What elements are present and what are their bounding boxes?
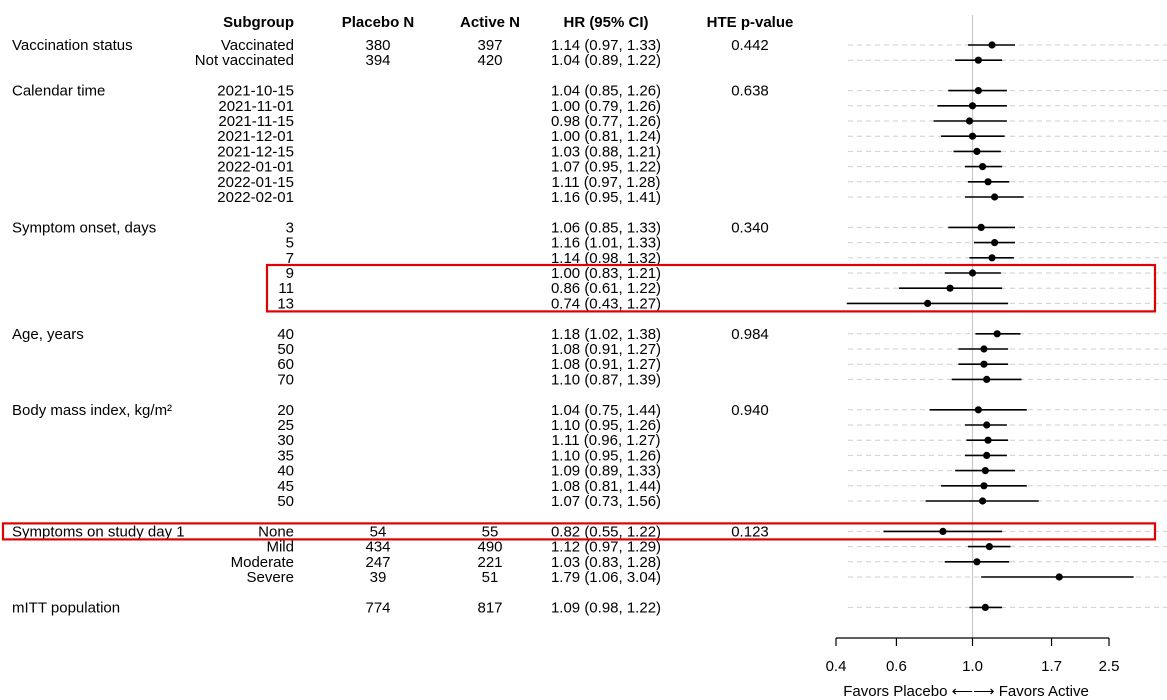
hr-ci-text: 1.06 (0.85, 1.33) — [550, 219, 662, 237]
placebo-n: 247 — [365, 553, 391, 571]
subgroup-category-label: Vaccination status — [12, 37, 133, 54]
row-label: 2022-01-15 — [217, 173, 294, 191]
x-axis — [826, 638, 1120, 675]
x-tick-label: 2.5 — [1098, 658, 1120, 675]
subgroup-category-label: mITT population — [12, 599, 121, 617]
hr-point — [975, 87, 982, 94]
active-n: 817 — [477, 599, 503, 617]
hr-point — [982, 467, 989, 474]
row-label: 2022-01-01 — [217, 158, 294, 176]
subgroup-block — [12, 37, 1015, 69]
x-tick-label: 0.4 — [825, 658, 847, 675]
placebo-n: 54 — [369, 523, 387, 541]
hr-ci-text: 1.11 (0.97, 1.28) — [551, 173, 661, 191]
hr-point — [939, 528, 946, 535]
header-active-n: Active N — [459, 14, 521, 31]
placebo-n: 434 — [365, 538, 391, 556]
header-subgroup: Subgroup — [223, 14, 294, 31]
hr-point — [983, 376, 990, 383]
row-label: Moderate — [230, 553, 294, 571]
hte-p-value: 0.940 — [731, 401, 769, 419]
hr-point — [969, 269, 976, 276]
subgroup-category-label: Calendar time — [12, 82, 106, 100]
hr-ci-text: 1.04 (0.89, 1.22) — [550, 52, 662, 70]
forest-row — [277, 371, 1021, 388]
hr-ci-text: 1.00 (0.81, 1.24) — [550, 128, 662, 146]
hr-point — [924, 300, 931, 307]
hr-ci-text: 1.07 (0.73, 1.56) — [550, 493, 662, 510]
hr-ci-text: 1.00 (0.83, 1.21) — [550, 265, 662, 282]
hr-point — [973, 148, 980, 155]
hr-ci-text: 1.03 (0.88, 1.21) — [550, 143, 662, 161]
hr-point — [988, 254, 995, 261]
active-n: 221 — [477, 553, 503, 571]
hr-point — [1056, 573, 1063, 580]
hr-ci-text: 1.04 (0.85, 1.26) — [550, 82, 662, 100]
hr-point — [946, 285, 953, 292]
row-label: 50 — [277, 493, 294, 510]
hr-point — [991, 193, 998, 200]
hr-point — [982, 604, 989, 611]
forest-row — [246, 569, 1133, 586]
hr-ci-text: 1.03 (0.83, 1.28) — [550, 553, 662, 571]
x-tick-label: 0.6 — [885, 658, 907, 675]
hr-point — [983, 452, 990, 459]
row-label: 2021-12-15 — [217, 143, 294, 161]
hte-p-value: 0.442 — [731, 37, 769, 54]
subgroup-category-label: Symptom onset, days — [12, 219, 157, 237]
hr-ci-text: 1.08 (0.81, 1.44) — [550, 477, 662, 495]
row-label: 11 — [278, 280, 294, 298]
hr-ci-text: 1.18 (1.02, 1.38) — [550, 325, 662, 343]
row-label: 2021-12-01 — [217, 128, 294, 146]
hte-p-value: 0.123 — [731, 523, 769, 541]
x-tick-label: 1.0 — [962, 658, 983, 675]
row-label: 3 — [285, 219, 294, 237]
active-n: 51 — [481, 569, 499, 586]
active-n: 397 — [477, 37, 503, 54]
hr-ci-text: 0.82 (0.55, 1.22) — [550, 523, 662, 541]
hr-ci-text: 1.16 (1.01, 1.33) — [550, 234, 662, 252]
placebo-n: 394 — [365, 52, 391, 70]
hr-ci-text: 1.09 (0.89, 1.33) — [550, 462, 662, 480]
hr-ci-text: 1.11 (0.96, 1.27) — [551, 432, 661, 450]
row-label: Not vaccinated — [194, 52, 294, 70]
row-label: Vaccinated — [220, 37, 294, 54]
x-tick-label: 1.7 — [1041, 658, 1062, 675]
forest-rows — [12, 37, 1134, 616]
active-n: 490 — [477, 538, 503, 556]
hr-point — [979, 497, 986, 504]
hr-ci-text: 1.10 (0.95, 1.26) — [550, 417, 662, 434]
hr-ci-text: 0.98 (0.77, 1.26) — [550, 113, 662, 130]
active-n: 55 — [481, 523, 499, 541]
hr-point — [979, 163, 986, 170]
hr-ci-text: 1.08 (0.91, 1.27) — [550, 341, 662, 358]
placebo-n: 774 — [365, 599, 391, 617]
subgroup-block — [12, 599, 1002, 616]
hr-point — [975, 57, 982, 64]
row-label: 2021-11-01 — [218, 97, 294, 115]
row-label: 70 — [277, 371, 294, 389]
row-label: 5 — [285, 234, 294, 252]
hr-ci-text: 1.14 (0.98, 1.32) — [550, 249, 662, 267]
row-label: 9 — [285, 265, 294, 282]
hr-point — [980, 482, 987, 489]
hr-point — [984, 178, 991, 185]
row-label: 2022-02-01 — [217, 189, 294, 206]
row-label: 7 — [285, 249, 294, 267]
hr-ci-text: 0.74 (0.43, 1.27) — [550, 295, 662, 313]
hr-ci-text: 1.00 (0.79, 1.26) — [550, 97, 662, 115]
row-label: 40 — [277, 462, 294, 480]
header-placebo-n: Placebo N — [341, 14, 415, 31]
hr-ci-text: 1.08 (0.91, 1.27) — [550, 356, 662, 374]
row-label: 20 — [277, 401, 294, 419]
hte-p-value: 0.984 — [731, 325, 769, 343]
subgroup-category-label: Body mass index, kg/m² — [12, 401, 173, 419]
hr-point — [983, 421, 990, 428]
row-label: 30 — [277, 432, 294, 450]
hr-point — [994, 330, 1001, 337]
row-label: 60 — [277, 356, 294, 374]
row-label: 35 — [277, 447, 294, 465]
hr-point — [980, 361, 987, 368]
hr-ci-text: 1.14 (0.97, 1.33) — [550, 37, 662, 54]
hte-p-value: 0.638 — [731, 82, 769, 100]
hr-ci-text: 1.12 (0.97, 1.29) — [550, 538, 662, 556]
hr-ci-text: 1.10 (0.95, 1.26) — [550, 447, 662, 465]
subgroup-block — [12, 83, 1024, 206]
hr-point — [973, 558, 980, 565]
hte-p-value: 0.340 — [731, 219, 769, 237]
placebo-n: 380 — [365, 37, 391, 54]
hr-ci-text: 1.16 (0.95, 1.41) — [550, 189, 662, 206]
row-label: Mild — [266, 538, 294, 556]
subgroup-category-label: Age, years — [12, 325, 84, 343]
row-label: 2021-10-15 — [217, 82, 294, 100]
header-hte-p-value: HTE p-value — [706, 14, 794, 31]
hr-ci-text: 1.10 (0.87, 1.39) — [550, 371, 662, 389]
hr-ci-text: 1.07 (0.95, 1.22) — [550, 158, 662, 176]
row-label: 2021-11-15 — [218, 113, 294, 130]
hr-point — [988, 41, 995, 48]
hr-ci-text: 1.79 (1.06, 3.04) — [550, 569, 662, 586]
row-label: 25 — [277, 417, 294, 434]
hr-point — [966, 117, 973, 124]
active-n: 420 — [477, 52, 503, 70]
column-headers — [223, 14, 793, 31]
hr-ci-text: 1.09 (0.98, 1.22) — [550, 599, 662, 617]
hr-point — [986, 543, 993, 550]
hr-point — [980, 345, 987, 352]
hr-point — [984, 437, 991, 444]
hr-point — [978, 224, 985, 231]
forest-row — [195, 52, 1002, 69]
row-label: 40 — [277, 325, 294, 343]
header-hr-ci: HR (95% CI) — [563, 14, 649, 31]
row-label: Severe — [246, 569, 294, 586]
hr-point — [969, 102, 976, 109]
subgroup-category-label: Symptoms on study day 1 — [12, 523, 185, 541]
row-label: None — [258, 523, 294, 541]
hr-ci-text: 0.86 (0.61, 1.22) — [550, 280, 662, 298]
hr-point — [975, 406, 982, 413]
forest-row — [277, 295, 1008, 312]
hr-point — [969, 133, 976, 140]
row-label: 50 — [277, 341, 294, 358]
row-label: 45 — [277, 477, 294, 495]
x-axis-label: Favors Placebo ⟵⟶ Favors Active — [843, 683, 1089, 700]
row-label: 13 — [277, 295, 294, 313]
placebo-n: 39 — [369, 569, 387, 586]
hr-point — [991, 239, 998, 246]
hr-ci-text: 1.04 (0.75, 1.44) — [550, 401, 662, 419]
